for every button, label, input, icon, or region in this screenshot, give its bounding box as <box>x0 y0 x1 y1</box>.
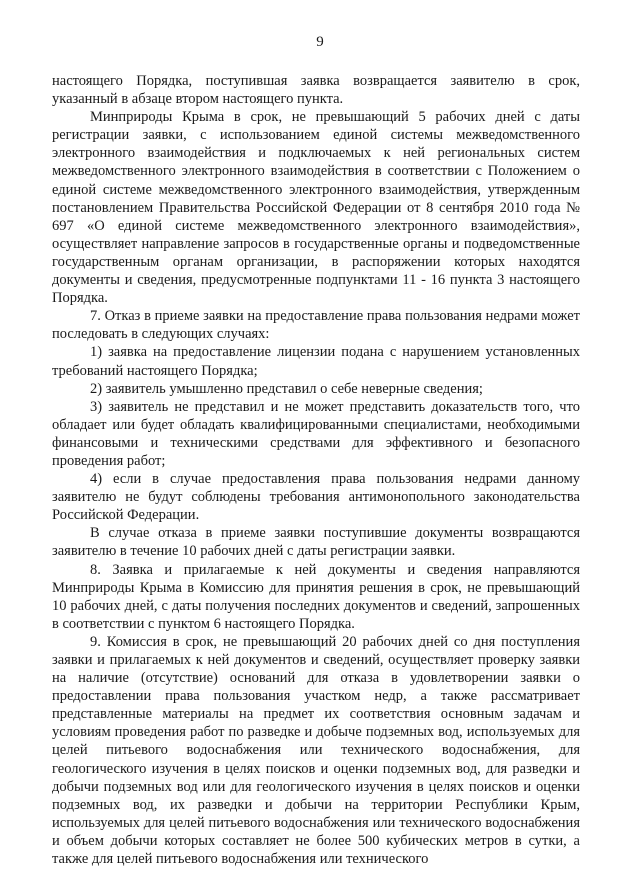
list-item-4: 4) если в случае предоставления права пользования недрами данному заявителю не будут соблюдены требования антимонопольного законодательства Российской Федерации. <box>52 471 580 524</box>
list-item-3: 3) заявитель не представил и не может представить доказательств того, что обладает или будет обладать квалифицированными специалистами, необходимыми финансовыми и техническими средствами для эффективного и безопасного проведения работ; <box>52 398 580 469</box>
paragraph-continuation: настоящего Порядка, поступившая заявка возвращается заявителю в срок, указанный в абзаце втором настоящего пункта. <box>52 73 580 108</box>
list-item-1: 1) заявка на предоставление лицензии подана с нарушением установленных требований настоящего Порядка; <box>52 344 580 379</box>
paragraph-clause-8: 8. Заявка и прилагаемые к ней документы и сведения направляются Минприроды Крыма в Комиссию для принятия решения в срок, не превышающий 10 рабочих дней, с даты получения последних документов и сведений, запрошенных в соответствии с пунктом 6 настоящего Порядка. <box>52 561 580 632</box>
paragraph-requests: Минприроды Крыма в срок, не превышающий 5 рабочих дней с даты регистрации заявки, с использованием единой системы межведомственного электронного взаимодействия и подключаемых к ней региональных систем межведомственного электронного взаимодействия в соответствии с Положением о единой системе межведомственного электронного взаимодействия, утвержденным постановлением Правительства Российской Федерации от 8 сентября 2010 года № 697 «О единой системе межведомственного электронного взаимодействия», осуществляет направление запросов в государственные органы и подведомственные государственным органам организации, в распоряжении которых находятся документы и сведения, предусмотренные подпунктами 11 - 16 пункта 3 настоящего Порядка. <box>52 109 580 307</box>
paragraph-clause-9: 9. Комиссия в срок, не превышающий 20 рабочих дней со дня поступления заявки и прилагаемых к ней документов и сведений, осуществляет проверку заявки на наличие (отсутствие) оснований для отказа в удовлетворении заявки о предоставлении права пользования участком недр, а также рассматривает представленные материалы на предмет их соответствия основным задачам и условиям проведения работ по разведке и добыче подземных вод, используемых для целей питьевого водоснабжения или технического водоснабжения, для геологического изучения в целях поисков и оценки подземных вод, для разведки и добычи подземных вод или для геологического изучения в целях поисков и оценки подземных вод, их разведки и добычи на территории Республики Крым, используемых для целей питьевого водоснабжения или технического водоснабжения и объем добычи которых составляет не более 500 кубических метров в сутки, а также для целей питьевого водоснабжения или технического <box>52 633 580 868</box>
page-number: 9 <box>316 34 324 50</box>
paragraph-refusal-return: В случае отказа в приеме заявки поступившие документы возвращаются заявителю в течение 10 рабочих дней с даты регистрации заявки. <box>52 525 580 560</box>
document-body <box>52 72 580 868</box>
paragraph-clause-7: 7. Отказ в приеме заявки на предоставление права пользования недрами может последовать в следующих случаях: <box>52 308 580 343</box>
list-item-2: 2) заявитель умышленно представил о себе неверные сведения; <box>90 380 483 397</box>
